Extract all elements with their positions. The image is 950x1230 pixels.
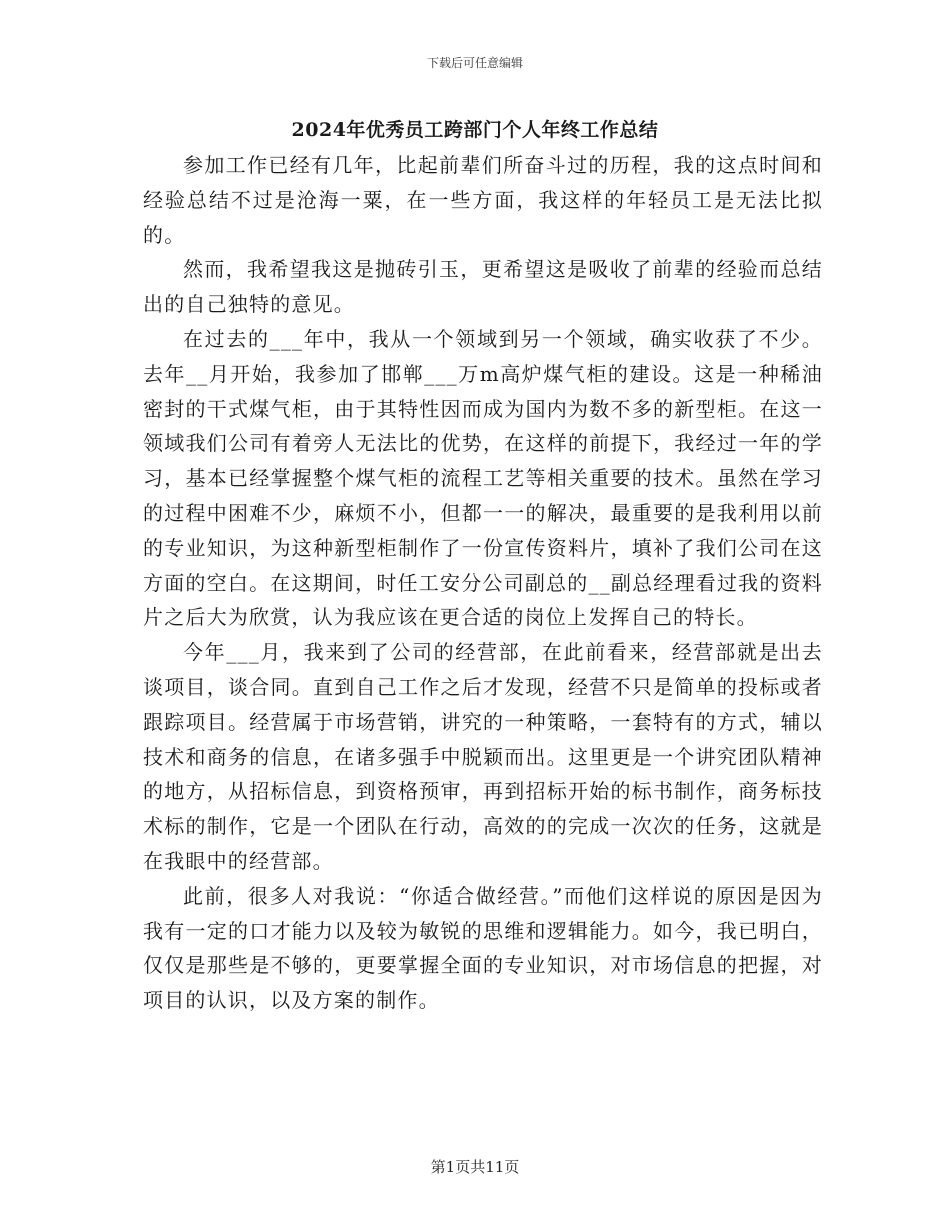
document-title: 2024年优秀员工跨部门个人年终工作总结 [291,119,659,141]
paragraph-2: 然而，我希望我这是抛砖引玉，更希望这是吸收了前辈的经验而总结出的自己独特的意见。 [143,257,823,317]
paragraph-5: 此前，很多人对我说：“你适合做经营。”而他们这样说的原因是因为我有一定的口才能力以及较为敏锐的思维和逻辑能力。如今，我已明白，仅仅是那些是不够的，更要掌握全面的专业知识，对市场信息的把握，对项目的认识，以及方案的制作。 [143,883,823,1013]
document-body [143,148,823,1018]
paragraph-4: 今年___月，我来到了公司的经营部，在此前看来，经营部就是出去谈项目，谈合同。直到自己工作之后才发现，经营不只是简单的投标或者跟踪项目。经营属于市场营销，讲究的一种策略，一套特有的方式，辅以技术和商务的信息，在诸多强手中脱颖而出。这里更是一个讲究团队精神的地方，从招标信息，到资格预审，再到招标开始的标书制作，商务标技术标的制作，它是一个团队在行动，高效的的完成一次次的任务，这就是在我眼中的经营部。 [143,640,823,873]
paragraph-1: 参加工作已经有几年，比起前辈们所奋斗过的历程，我的这点时间和经验总结不过是沧海一粟，在一些方面，我这样的年轻员工是无法比拟的。 [143,153,823,247]
page-header-note: 下载后可任意编辑 [426,56,523,70]
paragraph-3: 在过去的___年中，我从一个领域到另一个领域，确实收获了不少。去年__月开始，我参加了邯郸___万m高炉煤气柜的建设。这是一种稀油密封的干式煤气柜，由于其特性因而成为国内为数不多的新型柜。在这一领域我们公司有着旁人无法比的优势，在这样的前提下，我经过一年的学习，基本已经掌握整个煤气柜的流程工艺等相关重要的技术。虽然在学习的过程中困难不少，麻烦不小，但都一一的解决，最重要的是我利用以前的专业知识，为这种新型柜制作了一份宣传资料片，填补了我们公司在这方面的空白。在这期间，时任工安分公司副总的__副总经理看过我的资料片之后大为欣赏，认为我应该在更合适的岗位上发挥自己的特长。 [143,326,823,630]
page-number: 第1页共11页 [430,1158,520,1176]
